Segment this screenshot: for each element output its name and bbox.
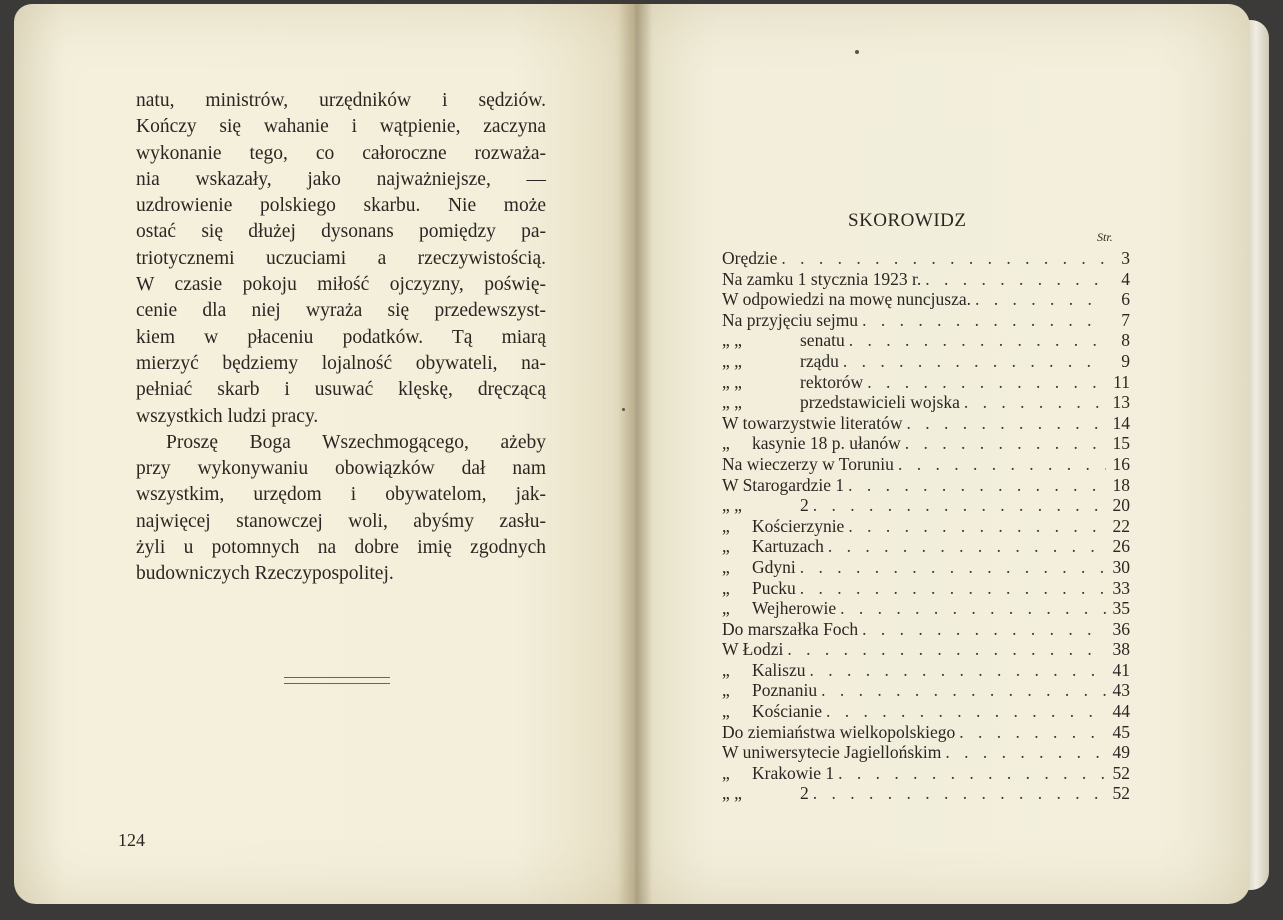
index-entry-page: 15: [1112, 433, 1130, 454]
page-column-label: Str.: [1097, 230, 1113, 244]
index-entry: [722, 310, 1130, 331]
index-entry-title: [722, 578, 796, 599]
dot-leader: [867, 372, 1106, 393]
index-entry-page: 3: [1121, 248, 1130, 268]
index-entry-label: kasynie 18 p. ułanów: [752, 433, 901, 454]
index-entry-label: W odpowiedzi na mowę nuncjusza.: [722, 289, 971, 310]
index-entry-title: [722, 495, 809, 516]
index-entry-title: [722, 248, 777, 269]
index-entry: [722, 372, 1130, 393]
index-entry-title: [722, 557, 796, 578]
index-entry-label: W uniwersytecie Jagiellońskim: [722, 742, 942, 763]
ditto-mark: „: [722, 680, 730, 701]
index-entry-label: rządu: [800, 350, 839, 371]
index-entry-label: Do ziemiaństwa wielkopolskiego: [722, 721, 956, 742]
index-entry-label: Kościanie: [752, 701, 822, 722]
ditto-mark: „ „: [722, 371, 742, 392]
index-entry: [722, 289, 1130, 310]
ditto-mark: „: [722, 556, 730, 577]
page-number: 124: [118, 830, 145, 850]
dot-leader: [821, 680, 1106, 701]
index-entry-page: 8: [1121, 330, 1130, 351]
text-line: Proszę Boga Wszechmogącego, ażeby: [166, 431, 546, 453]
text-line: cenie dla niej wyraża się przedewszyst-: [136, 300, 546, 322]
index-entry: [722, 495, 1130, 516]
page-block-edge: [1247, 20, 1269, 890]
dot-leader: [843, 351, 1106, 372]
index-entry-page: 52: [1112, 762, 1130, 783]
text-line: najwięcej stanowczej woli, abyśmy zasłu-: [136, 510, 546, 532]
index-entry: [722, 680, 1130, 701]
index-entry-title: [722, 351, 839, 372]
index-entry-page: 30: [1112, 556, 1130, 577]
index-entry-title: [722, 516, 844, 537]
index-entry-page: 16: [1112, 453, 1130, 474]
text-line: uzdrowienie polskiego skarbu. Nie może: [136, 195, 546, 217]
index-entry-label: Na wieczerzy w Toruniu: [722, 453, 894, 474]
index-entry-page: 52: [1112, 783, 1130, 804]
index-entry: [722, 475, 1130, 496]
index-entry-page: 11: [1113, 371, 1130, 392]
dot-leader: [905, 433, 1106, 454]
index-entry-label: W towarzystwie literatów: [722, 412, 903, 433]
index-entry-label: Na przyjęciu sejmu: [722, 309, 859, 330]
index-entry-page: 13: [1112, 392, 1130, 413]
index-entry-page: 6: [1121, 289, 1130, 310]
dot-leader: [945, 742, 1106, 763]
paper-speck: [855, 50, 859, 54]
index-entry-page: 9: [1121, 350, 1130, 371]
index-entry-title: [722, 660, 805, 681]
left-page-text: [136, 88, 546, 588]
index-entry-title: [722, 619, 858, 640]
index-entry-page: 18: [1112, 474, 1130, 495]
index-entry-label: Kościerzynie: [752, 515, 845, 536]
dot-leader: [840, 598, 1106, 619]
text-line: ostać się dłużej dysonans pomiędzy pa-: [136, 221, 546, 243]
index-entry-label: Kaliszu: [752, 659, 806, 680]
text-line: kiem w płaceniu podatków. Tą miarą: [136, 326, 546, 348]
index-entry-title: [722, 536, 824, 557]
ditto-mark: „: [722, 433, 730, 454]
dot-leader: [787, 639, 1106, 660]
index-entry-label: Orędzie: [722, 248, 778, 268]
text-line: wykonanie tego, co całoroczne rozważa-: [136, 142, 546, 164]
index-entry-page: 43: [1112, 680, 1130, 701]
dot-leader: [862, 310, 1106, 331]
index-entry-title: [722, 742, 941, 763]
ditto-mark: „: [722, 515, 730, 536]
ditto-mark: „ „: [722, 350, 742, 371]
index-entry-page: 41: [1112, 659, 1130, 680]
index-entry: [722, 330, 1130, 351]
index-entry-page: 45: [1112, 721, 1130, 742]
index-entry-page: 14: [1112, 412, 1130, 433]
dot-leader: [813, 783, 1106, 804]
index-entry-page: 4: [1121, 268, 1130, 289]
dot-leader: [809, 660, 1106, 681]
text-line: wszystkim, urzędom i obywatelom, jak-: [136, 484, 546, 506]
ditto-mark: „: [722, 536, 730, 557]
text-line: nia wskazały, jako najważniejsze, —: [136, 168, 546, 190]
index-entry-label: Pucku: [752, 577, 796, 598]
index-entry-page: 33: [1112, 577, 1130, 598]
index-entry-page: 35: [1112, 598, 1130, 619]
index-entry-label: przedstawicieli wojska: [800, 392, 960, 413]
ditto-mark: „ „: [722, 783, 742, 804]
dot-leader: [838, 763, 1106, 784]
index-entry-label: 2: [800, 783, 809, 804]
index-entry: [722, 639, 1130, 660]
index-entry-title: [722, 454, 894, 475]
index-entry-title: [722, 433, 901, 454]
index-entry: [722, 413, 1130, 434]
index-entry-title: [722, 330, 845, 351]
index-entry-label: W Starogardzie 1: [722, 474, 845, 495]
index-entry: [722, 763, 1130, 784]
index-entry: [722, 536, 1130, 557]
index-entry-title: [722, 310, 858, 331]
index-entry-title: [722, 372, 863, 393]
dot-leader: [848, 475, 1106, 496]
dot-leader: [898, 454, 1106, 475]
index-entry: [722, 351, 1130, 372]
index-entry-title: [722, 475, 844, 496]
dot-leader: [906, 413, 1106, 434]
ditto-mark: „: [722, 762, 730, 783]
index-entry-page: 22: [1112, 515, 1130, 536]
index-entry-page: 36: [1112, 618, 1130, 639]
text-line: budowniczych Rzeczypospolitej.: [136, 563, 394, 585]
index-entry-label: Kartuzach: [752, 536, 824, 557]
index-entry: [722, 392, 1130, 413]
text-line: wszystkich ludzi pracy.: [136, 405, 319, 427]
dot-leader: [781, 248, 1106, 269]
index-entry: [722, 598, 1130, 619]
index-list: [722, 248, 1130, 804]
text-line: triotycznemi uczuciami a rzeczywistością.: [136, 247, 546, 269]
index-entry-label: rektorów: [800, 371, 864, 392]
ditto-mark: „ „: [722, 392, 742, 413]
index-entry-label: Poznaniu: [752, 680, 818, 701]
index-entry-label: 2: [800, 495, 809, 516]
index-entry: [722, 722, 1130, 743]
index-entry: [722, 433, 1130, 454]
index-entry: [722, 783, 1130, 804]
index-entry-label: Gdyni: [752, 556, 796, 577]
index-entry-title: [722, 680, 817, 701]
index-entry: [722, 660, 1130, 681]
dot-leader: [828, 536, 1106, 557]
dot-leader: [925, 269, 1106, 290]
index-entry-label: Krakowie 1: [752, 762, 835, 783]
index-entry-label: senatu: [800, 330, 845, 351]
text-line: W czasie pokoju miłość ojczyzny, poświę-: [136, 274, 546, 296]
index-entry-title: [722, 289, 971, 310]
dot-leader: [800, 557, 1106, 578]
index-entry: [722, 742, 1130, 763]
index-entry: [722, 516, 1130, 537]
dot-leader: [800, 578, 1106, 599]
section-divider: [284, 677, 390, 684]
index-entry-page: 49: [1112, 742, 1130, 763]
ditto-mark: „: [722, 659, 730, 680]
index-entry-title: [722, 783, 809, 804]
index-entry-title: [722, 598, 836, 619]
ditto-mark: „ „: [722, 495, 742, 516]
index-entry-title: [722, 722, 955, 743]
index-entry-title: [722, 701, 822, 722]
dot-leader: [964, 392, 1106, 413]
dot-leader: [959, 722, 1106, 743]
index-entry-label: Do marszałka Foch: [722, 618, 859, 639]
text-line: Kończy się wahanie i wątpienie, zaczyna: [136, 116, 546, 138]
index-entry-page: 20: [1112, 495, 1130, 516]
index-entry-title: [722, 392, 960, 413]
index-entry-label: Wejherowie: [752, 598, 837, 619]
index-title: SKOROWIDZ: [848, 210, 967, 231]
index-entry-page: 26: [1112, 536, 1130, 557]
dot-leader: [848, 516, 1106, 537]
text-line: pełniać skarb i usuwać klęskę, dręczącą: [136, 379, 546, 401]
index-entry-page: 7: [1121, 309, 1130, 330]
index-entry: [722, 454, 1130, 475]
index-entry-page: 44: [1112, 701, 1130, 722]
index-entry: [722, 578, 1130, 599]
index-entry-title: [722, 269, 921, 290]
paper-speck: [622, 408, 625, 411]
book-gutter: [618, 4, 652, 904]
text-line: natu, ministrów, urzędników i sędziów.: [136, 90, 546, 111]
index-entry: [722, 619, 1130, 640]
text-line: mierzyć będziemy lojalność obywateli, na-: [136, 352, 546, 374]
index-entry: [722, 248, 1130, 269]
dot-leader: [975, 289, 1106, 310]
index-entry-title: [722, 639, 783, 660]
dot-leader: [826, 701, 1106, 722]
dot-leader: [813, 495, 1106, 516]
index-entry-page: 38: [1112, 639, 1130, 660]
ditto-mark: „: [722, 598, 730, 619]
ditto-mark: „: [722, 577, 730, 598]
index-entry-title: [722, 763, 834, 784]
index-entry-title: [722, 413, 902, 434]
text-line: przy wykonywaniu obowiązków dał nam: [136, 458, 546, 480]
index-entry: [722, 701, 1130, 722]
index-entry-label: W Łodzi: [722, 639, 784, 660]
index-entry: [722, 269, 1130, 290]
ditto-mark: „ „: [722, 330, 742, 351]
dot-leader: [862, 619, 1106, 640]
index-entry-label: Na zamku 1 stycznia 1923 r.: [722, 268, 922, 289]
ditto-mark: „: [722, 701, 730, 722]
dot-leader: [849, 330, 1106, 351]
text-line: żyli u potomnych na dobre imię zgodnych: [136, 537, 546, 559]
index-entry: [722, 557, 1130, 578]
